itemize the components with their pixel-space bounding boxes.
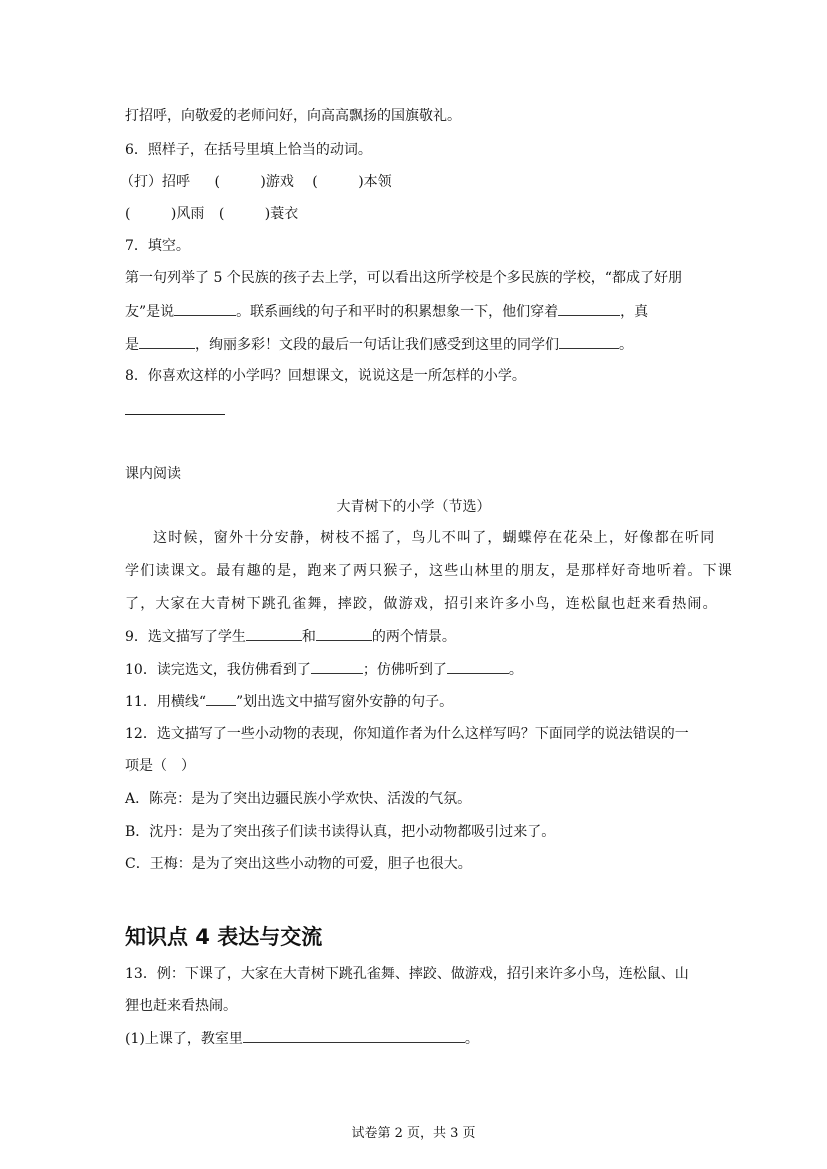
question-6-row-1: [120, 172, 392, 192]
passage-title: 大青树下的小学（节选）: [336, 499, 491, 515]
question-8: 8．你喜欢这样的小学吗？回想课文，说说这是一所怎样的小学。: [125, 368, 526, 384]
question-7-text: [125, 301, 648, 322]
text: 。: [508, 662, 523, 678]
question-7-text: 第一句列举了 5 个民族的孩子去上学，可以看出这所学校是个多民族的学校，“都成了好朋: [125, 270, 682, 286]
answer-blank[interactable]: [139, 334, 195, 349]
text: ，真: [620, 304, 649, 320]
text: 9．选文描写了学生: [125, 629, 246, 645]
text: 。: [619, 337, 633, 353]
question-12-text: 项是（ ）: [125, 758, 195, 774]
text: 友”是说: [125, 304, 175, 320]
text: 是: [125, 337, 139, 353]
text-line: 打招呼，向敬爱的老师问好，向高高飘扬的国旗敬礼。: [125, 108, 461, 124]
question-6-row-2: [125, 204, 298, 224]
text: 和: [301, 629, 316, 645]
text: 11．用横线“: [125, 694, 206, 710]
paren-open: (: [125, 206, 131, 222]
answer-blank[interactable]: [447, 659, 509, 674]
section-heading-reading: 课内阅读: [125, 466, 181, 482]
passage-text: 学们读课文。最有趣的是，跑来了两只猴子，这些山林里的朋友，是那样好奇地听着。下课: [125, 563, 733, 579]
option-a[interactable]: A．陈亮：是为了突出边疆民族小学欢快、活泼的气氛。: [125, 791, 472, 807]
option-c[interactable]: C．王梅：是为了突出这些小动物的可爱，胆子也很大。: [125, 856, 472, 872]
answer-item: )蓑衣: [264, 206, 299, 222]
paren-open: (: [218, 206, 225, 222]
answer-line[interactable]: [125, 414, 225, 415]
text: 。联系画线的句子和平时的积累想象一下，他们穿着: [236, 304, 559, 320]
question-10: [125, 659, 523, 680]
paren-open: (: [312, 174, 318, 190]
question-6: 6．照样子，在括号里填上恰当的动词。: [125, 142, 372, 158]
answer-blank[interactable]: [243, 1028, 465, 1043]
question-13: 13．例：下课了，大家在大青树下跳孔雀舞、摔跤、做游戏，招引来许多小鸟，连松鼠、山: [125, 966, 689, 982]
answer-blank[interactable]: [558, 301, 620, 316]
text: 的两个情景。: [371, 629, 456, 645]
answer-item: )风雨: [170, 206, 205, 222]
text: ，绚丽多彩！文段的最后一句话让我们感受到这里的同学们: [195, 337, 559, 353]
paren-open: (: [214, 174, 220, 190]
page-footer: 试卷第 2 页，共 3 页: [351, 1126, 476, 1141]
passage-text: 了，大家在大青树下跳孔雀舞，摔跤，做游戏，招引来许多小鸟，连松鼠也赶来看热闹。: [125, 596, 718, 612]
answer-blank[interactable]: [311, 659, 363, 674]
question-12: 12．选文描写了一些小动物的表现，你知道作者为什么这样写吗？下面同学的说法错误的一: [125, 726, 689, 742]
question-13-text: 狸也赶来看热闹。: [125, 998, 237, 1014]
answer-blank[interactable]: [559, 334, 619, 349]
option-b[interactable]: B．沈丹：是为了突出孩子们读书读得认真，把小动物都吸引过来了。: [125, 824, 556, 840]
question-11: [125, 691, 453, 712]
passage-text: 这时候，窗外十分安静，树枝不摇了，鸟儿不叫了，蝴蝶停在花朵上，好像都在听同: [153, 530, 716, 546]
text: ”划出选文中描写窗外安静的句子。: [235, 694, 454, 710]
question-9: [125, 626, 456, 647]
underline-sample: [206, 691, 236, 706]
text: (1)上课了，教室里: [125, 1031, 243, 1047]
question-13-part-1: [125, 1028, 479, 1049]
answer-blank[interactable]: [174, 301, 236, 316]
text: 10．读完选文，我仿佛看到了: [125, 662, 311, 678]
text: 。: [464, 1031, 479, 1047]
section-heading-4: 知识点 4 表达与交流: [125, 925, 323, 949]
question-7-text: [125, 334, 633, 355]
text: ；仿佛听到了: [362, 662, 447, 678]
answer-blank[interactable]: [246, 626, 302, 641]
answer-item: )游戏: [260, 174, 294, 190]
example-item: （打）招呼: [120, 174, 190, 190]
answer-blank[interactable]: [316, 626, 372, 641]
question-7: 7．填空。: [125, 238, 190, 254]
answer-item: )本领: [358, 174, 392, 190]
